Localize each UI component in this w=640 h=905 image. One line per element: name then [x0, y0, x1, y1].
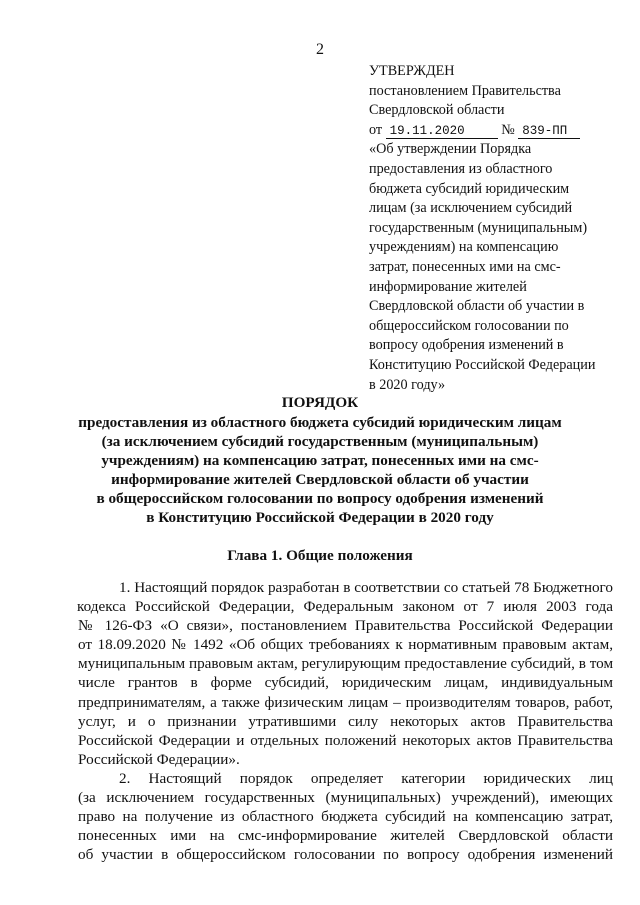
approval-quote-line: вопросу одобрения изменений в	[369, 337, 564, 354]
paragraph-line: понесенных ими на смс-информирование жителей Свердловской области	[78, 827, 613, 845]
paragraph-line: кодекса Российской Федерации, Федеральным законом от 7 июля 2003 года	[77, 598, 613, 616]
approval-quote-line: учреждениям) на компенсацию	[369, 239, 559, 256]
paragraph-line: 2. Настоящий порядок определяет категории юридических лиц	[119, 769, 613, 787]
paragraph-line: числе грантов в форме субсидий, юридическим лицам, индивидуальным	[78, 674, 613, 692]
paragraph-line: (за исключением государственных (муниципальных) учреждений), имеющих	[78, 789, 613, 807]
approval-quote-line: бюджета субсидий юридическим	[369, 180, 570, 197]
paragraph-line: Российской Федерации и отдельных положений некоторых актов Правительства	[78, 731, 613, 749]
approval-quote-line: предоставления из областного	[369, 160, 553, 177]
page-number: 2	[316, 41, 324, 58]
title-line: учреждениям) на компенсацию затрат, понесенных ими на смс-	[101, 452, 539, 469]
paragraph-line: право на получение из областного бюджета субсидий на компенсацию затрат,	[78, 808, 613, 826]
document-title	[0, 393, 640, 527]
approval-line: постановлением Правительства	[369, 82, 561, 99]
paragraph-line: муниципальным правовым актам, регулирующим предоставление субсидий, в том	[78, 655, 614, 673]
chapter-heading: Глава 1. Общие положения	[227, 547, 413, 564]
approval-quote-line: информирование жителей	[369, 278, 527, 295]
title-line: в Конституцию Российской Федерации в 2020 году	[146, 509, 494, 526]
number-label: №	[501, 121, 515, 138]
title-line: информирование жителей Свердловской области об участии	[111, 471, 529, 488]
approval-quote-line: лицам (за исключением субсидий	[369, 200, 573, 217]
from-label: от	[369, 121, 383, 138]
approval-number: 839-ПП	[518, 124, 580, 139]
body-text	[78, 578, 613, 864]
approval-quote-line: общероссийском голосовании по	[369, 317, 569, 334]
paragraph-line: 1. Настоящий порядок разработан в соответствии со статьей 78 Бюджетного	[119, 579, 613, 596]
approval-quote-line: затрат, понесенных ими на смс-	[369, 258, 561, 275]
title-main: ПОРЯДОК	[281, 394, 359, 411]
title-line: предоставления из областного бюджета субсидий юридическим лицам	[78, 414, 562, 431]
paragraph-line: от 18.09.2020 № 1492 «Об общих требованиях к нормативным правовым актам,	[78, 636, 613, 654]
approval-quote-line: государственным (муниципальным)	[369, 219, 588, 236]
approval-quote-line: в 2020 году»	[369, 376, 446, 393]
paragraph-line: Российской Федерации».	[78, 750, 240, 768]
paragraph-line: услуг, и о признании утратившими силу некоторых актов Правительства	[78, 712, 613, 730]
approval-line: Свердловской области	[369, 102, 505, 119]
approval-date: 19.11.2020	[386, 124, 498, 139]
approval-block	[369, 62, 619, 395]
paragraph-line: № 126-ФЗ «О связи», постановлением Правительства Российской Федерации	[78, 617, 613, 635]
approval-date-line	[369, 121, 619, 141]
title-line: в общероссийском голосовании по вопросу одобрения изменений	[96, 490, 544, 507]
title-line: (за исключением субсидий государственным (муниципальным)	[101, 433, 539, 450]
paragraph-line: предпринимателям, а также физическим лицам – производителям товаров, работ,	[78, 693, 613, 711]
approval-quote-line: Свердловской области об участии в	[369, 298, 585, 315]
approval-heading: УТВЕРЖДЕН	[369, 63, 455, 79]
paragraph-line: об участии в общероссийском голосовании по вопросу одобрения изменений	[78, 846, 613, 864]
approval-quote-line: «Об утверждении Порядка	[369, 141, 532, 158]
approval-quote-line: Конституцию Российской Федерации	[369, 356, 596, 373]
